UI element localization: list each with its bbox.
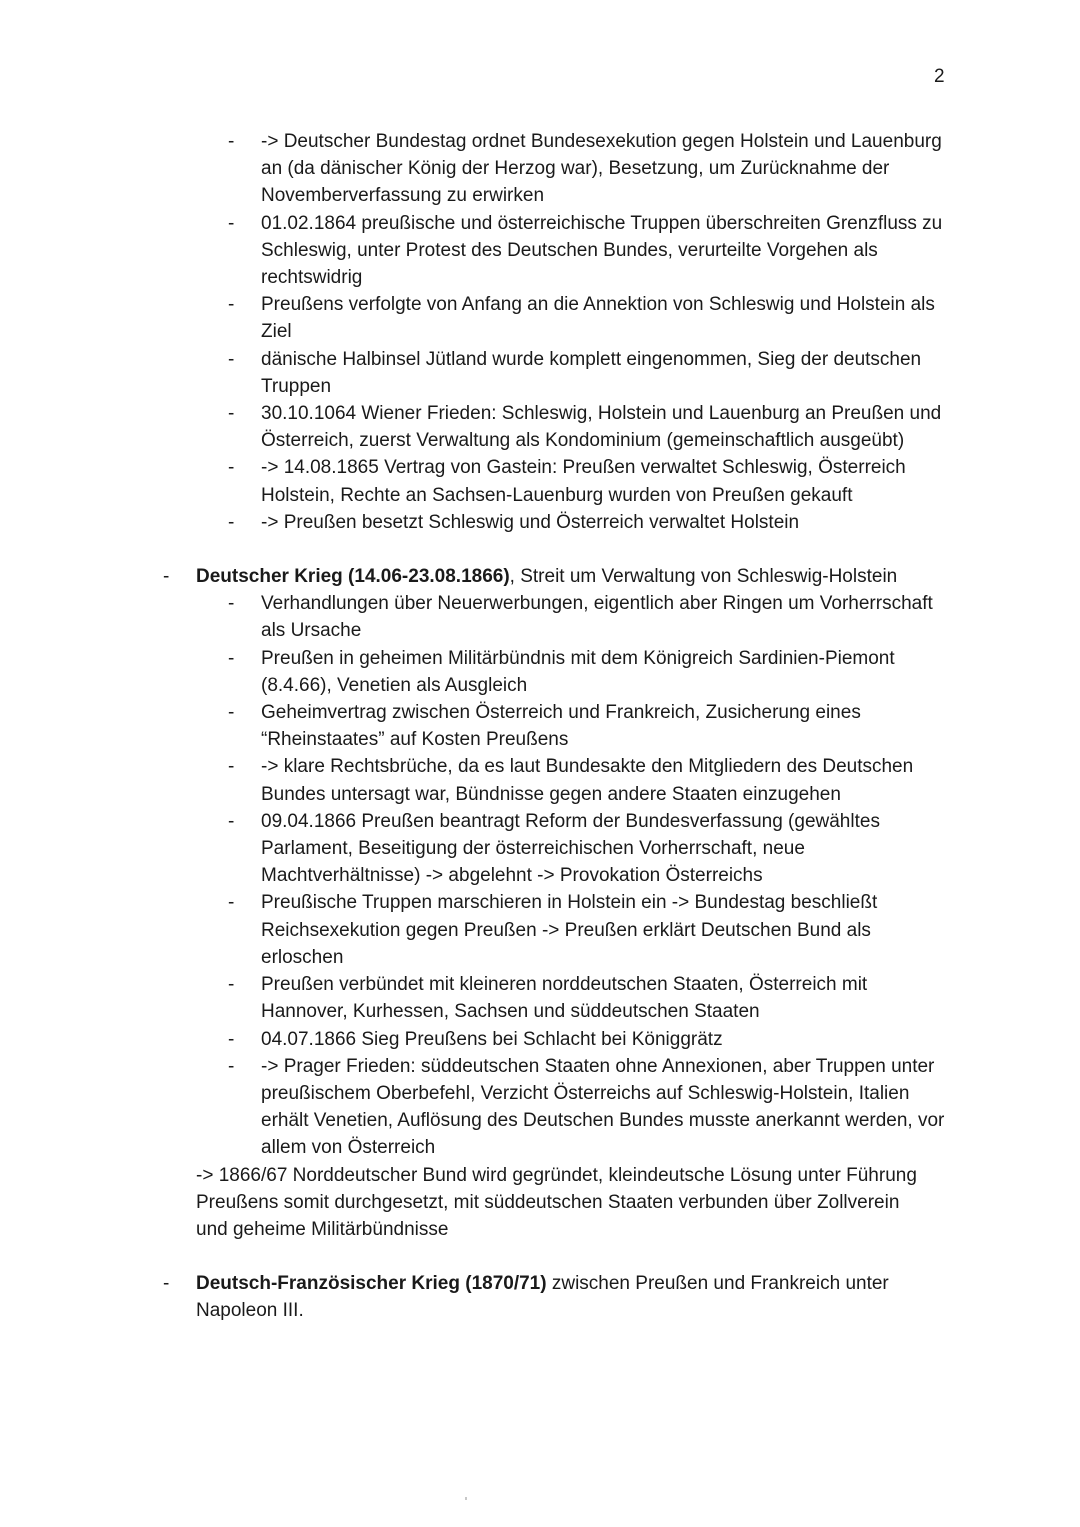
bullet-dash: - — [228, 974, 235, 996]
list-item — [0, 1026, 951, 1053]
bullet-dash: - — [228, 1028, 235, 1050]
scan-speck — [465, 1497, 467, 1500]
list-item — [0, 128, 951, 210]
bullet-dash: - — [228, 892, 235, 914]
section-title: Deutsch-Französischer Krieg (1870/71) — [196, 1273, 547, 1295]
bullet-dash: - — [228, 756, 235, 778]
bullet-dash: - — [163, 1273, 170, 1295]
list-item-text: Preußens verfolgte von Anfang an die Annektion von Schleswig und Holstein als Ziel — [261, 294, 935, 343]
list-item — [0, 1053, 951, 1162]
list-item — [0, 454, 951, 508]
list-item-text: -> Deutscher Bundestag ordnet Bundesexekution gegen Holstein und Lauenburg an (da dänischer König der Herzog war), Besetzung, um Zurücknahme der Novemberverfassung zu erwirken — [261, 131, 942, 207]
list-item-text: Verhandlungen über Neuerwerbungen, eigentlich aber Ringen um Vorherrschaft als Ursache — [261, 593, 933, 642]
list-item-text: 04.07.1866 Sieg Preußens bei Schlacht bei Königgrätz — [261, 1028, 723, 1050]
list-item — [0, 889, 951, 971]
list-item — [0, 971, 951, 1025]
section-heading-deutscher-krieg — [0, 563, 951, 590]
bullet-dash: - — [228, 457, 235, 479]
list-item-text: 01.02.1864 preußische und österreichische Truppen überschreiten Grenzfluss zu Schleswig, unter Protest des Deutschen Bundes, verurteilte Vorgehen als rechtswidrig — [261, 212, 943, 289]
page-number: 2 — [934, 66, 945, 87]
section-title-rest: , Streit um Verwaltung von Schleswig-Holstein — [509, 566, 898, 588]
list-item-text: -> Prager Frieden: süddeutschen Staaten ohne Annexionen, aber Truppen unter preußischem Oberbefehl, Verzicht Österreichs auf Schleswig-Holstein, Italien erhält Venetien, Auflösung des Deutschen Bundes musste anerkannt werden, vor allem von Österreich — [261, 1055, 945, 1159]
list-item — [0, 753, 951, 807]
list-item — [0, 291, 951, 345]
bullet-dash: - — [163, 566, 170, 588]
section-title: Deutscher Krieg (14.06-23.08.1866) — [196, 566, 510, 588]
list-item — [0, 509, 951, 536]
bullet-dash: - — [228, 403, 235, 425]
bullet-dash: - — [228, 348, 235, 370]
list-item-text: Preußische Truppen marschieren in Holstein ein -> Bundestag beschließt Reichsexekution gegen Preußen -> Preußen erklärt Deutschen Bund als erloschen — [261, 892, 878, 968]
list-item-text: -> klare Rechtsbrüche, da es laut Bundesakte den Mitgliedern des Deutschen Bundes untersagt war, Bündnisse gegen andere Staaten einzugehen — [261, 756, 914, 805]
list-item-text: Preußen in geheimen Militärbündnis mit dem Königreich Sardinien-Piemont (8.4.66), Venetien als Ausgleich — [261, 647, 895, 696]
list-item-text: -> Preußen besetzt Schleswig und Österreich verwaltet Holstein — [261, 511, 800, 533]
bullet-dash: - — [228, 1055, 235, 1077]
list-item — [0, 699, 951, 753]
bullet-dash: - — [228, 702, 235, 724]
bullet-dash: - — [228, 810, 235, 832]
list-item-text: Geheimvertrag zwischen Österreich und Frankreich, Zusicherung eines “Rheinstaates” auf Kosten Preußens — [261, 702, 861, 751]
deutscher-krieg-items-list — [0, 590, 1080, 1161]
list-item-text: -> 14.08.1865 Vertrag von Gastein: Preußen verwaltet Schleswig, Österreich Holstein, Rechte an Sachsen-Lauenburg wurden von Preußen gekauft — [261, 457, 906, 506]
document-body — [0, 128, 1080, 1325]
spacer — [0, 1243, 1080, 1270]
bullet-dash: - — [228, 593, 235, 615]
list-item — [0, 346, 951, 400]
section-conclusion: -> 1866/67 Norddeutscher Bund wird gegründet, kleindeutsche Lösung unter Führung Preußens somit durchgesetzt, mit süddeutschen Staaten verbunden über Zollverein und geheime Militärbündnisse — [196, 1164, 917, 1240]
list-item-text: dänische Halbinsel Jütland wurde komplett eingenommen, Sieg der deutschen Truppen — [261, 348, 922, 397]
bullet-dash: - — [228, 212, 235, 234]
list-item — [0, 210, 951, 292]
list-item-text: 09.04.1866 Preußen beantragt Reform der Bundesverfassung (gewähltes Parlament, Beseitigung der österreichischen Vorherrschaft, neue Machtverhältnisse) -> abgelehnt -> Provokation Österreichs — [261, 810, 880, 887]
list-item — [0, 808, 951, 890]
bullet-dash: - — [228, 511, 235, 533]
list-item-text: Preußen verbündet mit kleineren norddeutschen Staaten, Österreich mit Hannover, Kurhessen, Sachsen und süddeutschen Staaten — [261, 974, 868, 1023]
bullet-dash: - — [228, 647, 235, 669]
schleswig-items-list — [0, 128, 1080, 536]
spacer — [0, 536, 1080, 563]
section-title-rest: zwischen Preußen und Frankreich unter Napoleon III. — [196, 1273, 889, 1322]
list-item — [0, 400, 951, 454]
list-item — [0, 590, 951, 644]
list-item — [0, 645, 951, 699]
bullet-dash: - — [228, 294, 235, 316]
list-item-text: 30.10.1064 Wiener Frieden: Schleswig, Holstein und Lauenburg an Preußen und Österreich, zuerst Verwaltung als Kondominium (gemeinschaftlich ausgeübt) — [261, 403, 942, 452]
section-heading-deutsch-franzoesischer-krieg — [0, 1270, 951, 1324]
bullet-dash: - — [228, 131, 235, 152]
